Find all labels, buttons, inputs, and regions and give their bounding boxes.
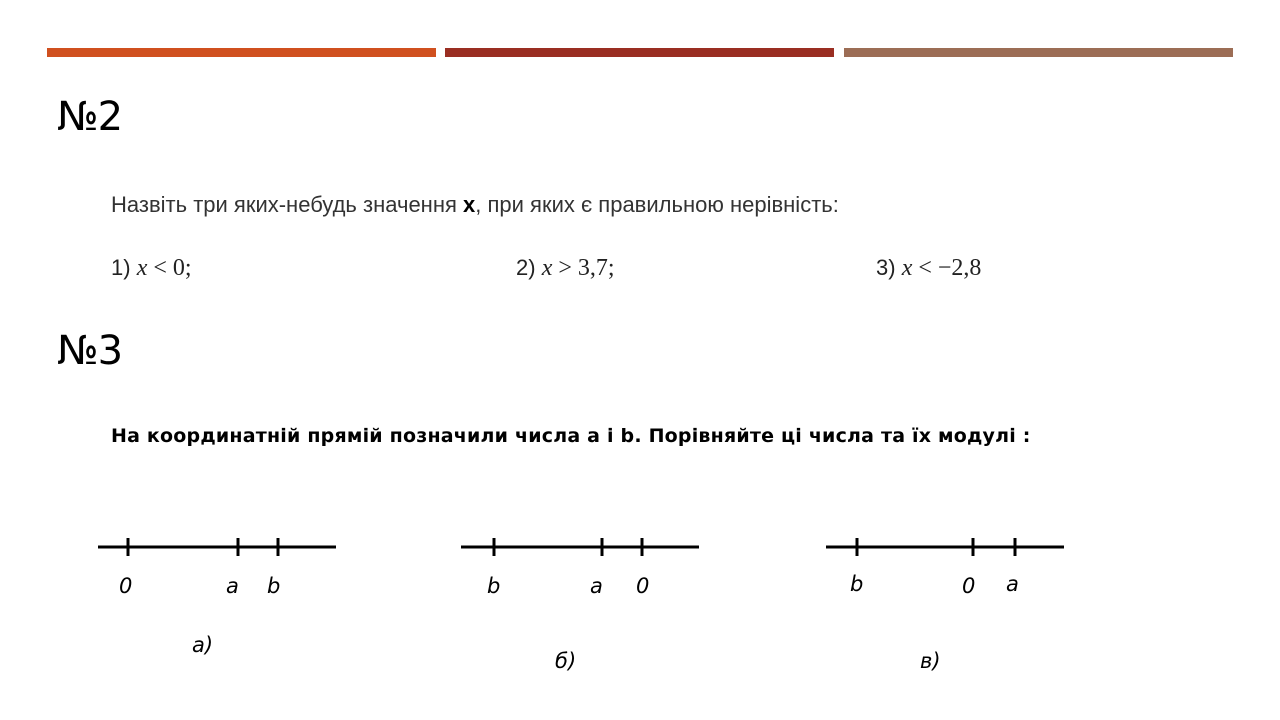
point-label: a — [226, 574, 239, 598]
inequality-3: 3) x < −2,8 — [876, 255, 982, 281]
point-label: a — [1006, 572, 1019, 596]
number-line-a — [98, 538, 336, 657]
task-2-prompt: Назвіть три яких-небудь значення x, при яких є правильною нерівність: — [111, 192, 839, 217]
task-3-heading: №3 — [57, 328, 123, 374]
inequality-1: 1) x < 0; — [111, 255, 192, 281]
point-label: 0 — [636, 574, 650, 598]
prompt-variable: x — [463, 192, 476, 217]
line-caption: а) — [192, 633, 214, 657]
line-caption: б) — [555, 649, 577, 673]
line-caption: в) — [920, 649, 941, 673]
point-label: a — [590, 574, 603, 598]
point-label: b — [487, 574, 501, 598]
point-label: 0 — [119, 574, 133, 598]
task-2-heading: №2 — [57, 94, 123, 140]
number-line-b — [461, 538, 699, 673]
point-label: 0 — [962, 574, 976, 598]
point-label: b — [267, 574, 281, 598]
number-line-c — [826, 538, 1064, 673]
inequality-2: 2) x > 3,7; — [516, 255, 615, 281]
point-label: b — [850, 572, 864, 596]
task-3-prompt: На координатній прямій позначили числа a і b. Порівняйте ці числа та їх модулі : — [111, 425, 1031, 447]
